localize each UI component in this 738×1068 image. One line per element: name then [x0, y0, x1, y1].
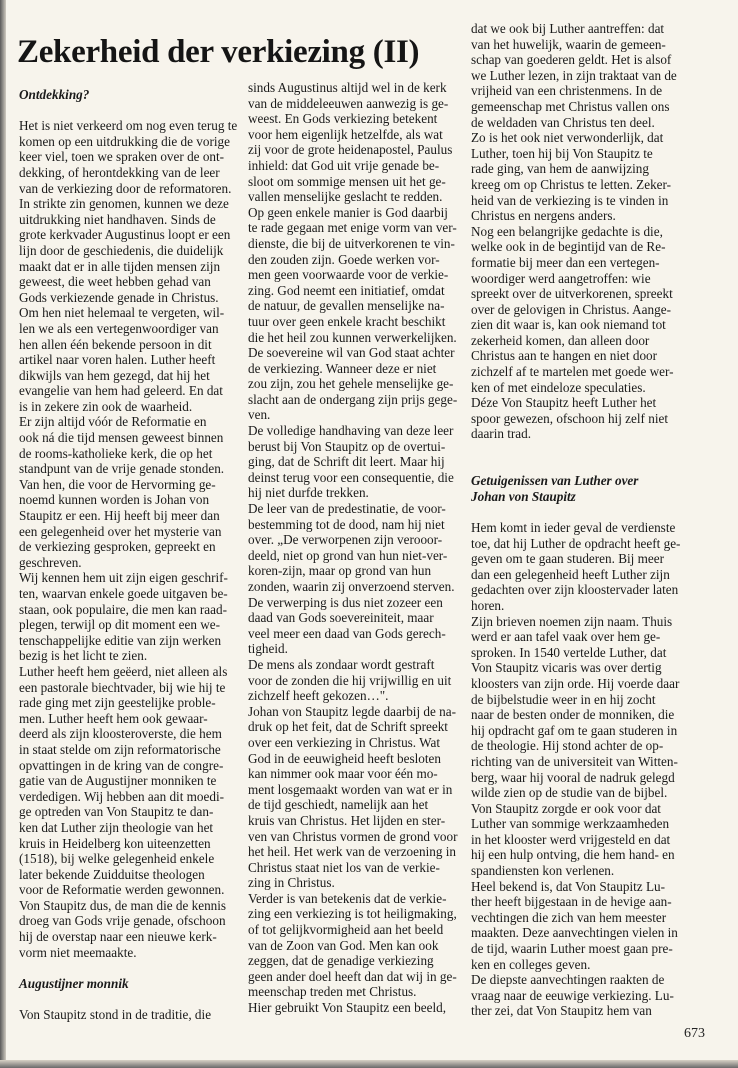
subheading-ontdekking: Ontdekking? [19, 87, 90, 102]
text-line: de rooms-katholieke kerk, die op het [19, 445, 213, 461]
text-line: of tot gelijkvormigheid aan het beeld [248, 922, 444, 938]
text-line: tuur over geen enkele kracht beschikt [248, 313, 446, 329]
text-line: geweest, die weet hebben gehad van [19, 274, 211, 290]
text-line: De verwerping is dus niet zozeer een [248, 594, 443, 610]
text-line: in het klooster werd vrijgesteld en dat [471, 831, 671, 847]
text-line: kruis in Heidelberg kon uiteenzetten [19, 835, 211, 851]
text-line: die het heil zou kunnen verwerkelijken. [248, 329, 457, 345]
text-line: heid van de verkiezing is te vinden in [471, 192, 669, 208]
text-line: de verkiezing gesproken, gepreekt en [19, 539, 216, 555]
subheading-getuigenissen-line-2: Johan von Staupitz [471, 488, 576, 504]
text-line: bestemming tot de dood, nam hij niet [248, 516, 445, 532]
text-line: Luther heeft hem geëerd, niet alleen als [19, 663, 228, 679]
text-line: ken en colleges geven. [471, 956, 591, 972]
text-line: van de Zoon van God. Men kan ook [248, 937, 439, 953]
text-line: de natuur, de gevallen menselijke na- [248, 298, 445, 314]
text-line: schap van goederen geldt. Het is alsof [471, 52, 672, 68]
text-line: tenschappelijke editie van zijn werken [19, 632, 222, 648]
text-line: Verder is van betekenis dat de verkie- [248, 890, 447, 906]
text-line: zing in Christus. [248, 875, 335, 891]
text-line: druk op het feit, dat de Schrift spreekt [248, 719, 448, 735]
text-line: vallen menselijke geslacht te redden. [248, 189, 443, 205]
text-line: ook ná die tijd mensen geweest binnen [19, 430, 224, 446]
column-3-paragraphs [471, 21, 714, 442]
text-line: vraag naar de eeuwige verkiezing. Lu- [471, 987, 674, 1003]
text-line: van de middeleeuwen aanwezig is ge- [248, 95, 449, 111]
text-line: spreekt over de uitverkorenen, spreekt [471, 286, 673, 302]
text-line: Om hen niet helemaal te vergeten, wil- [19, 305, 225, 321]
text-line: sproken. In 1540 vertelde Luther, dat [471, 644, 667, 660]
text-line: inhield: dat God uit vrije genade be- [248, 157, 440, 173]
text-line: sinds Augustinus altijd wel in de kerk [248, 80, 447, 95]
text-line: weest. En Gods verkiezing betekent [248, 111, 438, 127]
column-3-paragraphs-2 [471, 520, 714, 1019]
text-line: Christus en nergens anders. [471, 208, 616, 224]
text-line: uitdrukking niet handhaven. Sinds de [19, 211, 216, 227]
text-line: zing een verkiezing is tot heiligmaking, [248, 906, 457, 922]
text-line: over. „De verworpenen zijn verooor- [248, 532, 443, 548]
text-line: rade ging met zijn geestelijke proble- [19, 695, 216, 711]
text-line: ten, waarvan enkele goede uitgaven be- [19, 586, 228, 601]
text-line: men geen voorwaarde voor de verkie- [248, 267, 449, 283]
text-line: ge optreden van Von Staupitz te dan- [19, 804, 214, 820]
text-line: ken dat Luther zijn theologie van het [19, 819, 214, 835]
text-line: len we als een vertegenwoordiger van [19, 320, 219, 336]
text-line: later bekende Zuidduitse theologen [19, 866, 205, 882]
text-line: Luther, toen hij bij Von Staupitz te [471, 145, 653, 161]
text-line: hij opdracht gaf om te gaan studeren in [471, 722, 678, 738]
text-line: lijn door de geschiedenis, die duidelijk [19, 242, 224, 258]
text-line: artikel naar voren halen. Luther heeft [19, 352, 216, 368]
text-line: geschreven. [19, 554, 82, 570]
text-line: ven van Christus vormen de grond voor [248, 828, 458, 844]
text-line: Christus aan te hangen en niet door [471, 348, 658, 364]
text-line: den zouden zijn. Goede werken vor- [248, 251, 440, 267]
column-1-paragraphs-2 [19, 1007, 225, 1023]
text-line: dienste, die bij de uitverkorenen te vin- [248, 235, 455, 251]
text-line: deinst terug voor een consequentie, die [248, 469, 454, 485]
text-line: Zijn brieven noemen zijn naam. Thuis [471, 613, 673, 629]
text-line: spoor gewezen, ofschoon hij zelf niet [471, 410, 669, 426]
text-line: vrijheid van een christenmens. In de [471, 83, 663, 99]
text-line: ven. [248, 407, 271, 423]
text-line: over een verkiezing in Christus. Wat [248, 734, 441, 750]
text-line: rade ging, van hem de aanwijzing [471, 161, 649, 177]
text-line: Op geen enkele manier is God daarbij [248, 204, 448, 220]
text-line: een gelegenheid over het mysterie van [19, 523, 222, 539]
text-line: verdedigen. Wij hebben aan dit moedi- [19, 788, 225, 804]
text-line: Van hen, die voor de Hervorming ge- [19, 476, 216, 492]
text-line: de weldaden van Christus ten deel. [471, 114, 655, 130]
article-title: Zekerheid der verkiezing (II) [17, 34, 420, 70]
text-line: dat we ook bij Luther aantreffen: dat [471, 21, 665, 36]
text-line: de tijd geschiedt, namelijk aan het [248, 797, 429, 813]
text-line: een pastorale biechtvader, bij wie hij te [19, 679, 226, 695]
text-line: hij niet durfde trekken. [248, 485, 369, 501]
text-line: Hem komt in ieder geval de verdienste [471, 520, 676, 535]
text-line: kan nimmer ook maar voor één mo- [248, 766, 438, 782]
text-line: evangelie van hem had geleerd. En dat [19, 383, 223, 399]
text-line: Staupitz er een. Hij heeft bij meer dan [19, 508, 220, 524]
text-line: daarin trad. [471, 426, 532, 442]
text-line: de tijd, waarin Luther moest gaan pre- [471, 941, 673, 957]
text-line: De diepste aanvechtingen raakten de [471, 972, 665, 988]
text-line: ther heeft bijgestaan in de hevige aan- [471, 894, 672, 910]
text-line: zekerheid komen, dan alleen door [471, 332, 650, 348]
text-line: zichzelf af te martelen met goede wer- [471, 364, 674, 380]
text-line: Nog een belangrijke gedachte is die, [471, 223, 663, 239]
text-line: werd er aan tafel vaak over hem ge- [471, 629, 661, 645]
text-line: in staat stelde om zijn reformatorische [19, 741, 221, 757]
text-line: de bijbelstudie weer in en hij zocht [471, 691, 656, 707]
text-line: maakten. Deze aanvechtingen vielen in [471, 925, 678, 941]
text-line: Heel bekend is, dat Von Staupitz Lu- [471, 878, 665, 894]
text-line: (1518), bij welke gelegenheid enkele [19, 851, 215, 867]
text-line: kloosters van zijn orde. Hij voerde daar [471, 675, 680, 691]
text-line: Christus staat niet los van de verkie- [248, 859, 440, 875]
page-binding-shadow [0, 0, 6, 1068]
text-line: men. Luther heeft hem ook gewaar- [19, 710, 208, 726]
text-line: gatie van de Augustijner monniken te [19, 773, 217, 789]
text-line: noemd kunnen worden is Johan von [19, 492, 210, 508]
text-line: slacht aan de ondergang zijn prijs gege- [248, 391, 458, 407]
text-line: hij de overstap naar een nieuwe kerk- [19, 929, 217, 945]
text-line: meenschap treden met Christus. [248, 984, 417, 1000]
text-line: voor hem eigenlijk hetzelfde, als wat [248, 126, 443, 142]
text-line: vorm niet meemaakte. [19, 944, 137, 960]
subheading-augustijner-monnik: Augustijner monnik [19, 975, 129, 991]
text-line: formatie bij meer dan een vertegen- [471, 254, 660, 270]
text-line: droeg van Gods vrije genade, ofschoon [19, 913, 226, 929]
text-line: woordiger werd aangetroffen: wie [471, 270, 651, 286]
text-line: gemeenschap met Christus vallen ons [471, 98, 670, 114]
text-line: grote kerkvader Augustinus loopt er een [19, 227, 231, 243]
text-line: van de verkiezing door de reformatoren. [19, 180, 232, 196]
text-line: spandiensten kon verlenen. [471, 863, 615, 879]
text-line: De volledige handhaving van deze leer [248, 423, 454, 439]
text-line: naar de besten onder de monniken, die [471, 707, 675, 723]
text-line: voor de zonden die hij vrijwillig en uit [248, 672, 452, 688]
text-line: welke ook in de begintijd van de Re- [471, 239, 666, 255]
text-line: ther zei, dat Von Staupitz hem van [471, 1003, 652, 1019]
text-line: dikwijls van hem gezegd, dat hij het [19, 367, 210, 383]
text-line: we Luther lezen, in zijn traktaat van de [471, 67, 677, 83]
text-line: standpunt van de vrije genade stonden. [19, 461, 225, 477]
text-line: Déze Von Staupitz heeft Luther het [471, 395, 657, 411]
text-line: In strikte zin genomen, kunnen we deze [19, 196, 229, 212]
text-line: zij voor de grote heidenapostel, Paulus [248, 142, 453, 158]
text-line: dekking, of herontdekking van de leer [19, 164, 220, 180]
text-line: van het huwelijk, waarin de gemeen- [471, 36, 666, 52]
text-line: zonden, waarin zij onverzoend sterven. [248, 579, 455, 594]
text-line: berg, waar hij vooral de nadruk gelegd [471, 769, 675, 785]
text-line: voor de Reformatie werden gewonnen. [19, 882, 225, 898]
text-line: hen allen één bekende persoon in dit [19, 336, 212, 352]
text-line: deerd als zijn kloosteroverste, die hem [19, 726, 222, 742]
text-line: Zo is het ook niet verwonderlijk, dat [471, 130, 664, 146]
text-line: De leer van de predestinatie, de voor- [248, 501, 446, 517]
text-line: ment losgemaakt worden van wat er in [248, 781, 453, 797]
text-line: Er zijn altijd vóór de Reformatie en [19, 414, 207, 430]
text-line: vechtingen die zich van hem meester [471, 909, 667, 925]
text-line: toe, dat hij Luther de opdracht heeft ge- [471, 535, 681, 551]
text-line: veel meer een daad van Gods gerech- [248, 625, 446, 641]
column-1-paragraphs [19, 118, 238, 960]
text-line: gedachten over zijn kloostervader laten [471, 582, 679, 598]
text-line: De soevereine wil van God staat achter [248, 345, 455, 361]
text-line: horen. [471, 597, 505, 613]
text-line: geven om te gaan studeren. Bij meer [471, 551, 664, 567]
text-line: sloot om sommige mensen uit het ge- [248, 173, 446, 189]
text-line: God in de eeuwigheid heeft besloten [248, 750, 441, 766]
text-line: De mens als zondaar wordt gestraft [248, 656, 435, 672]
text-line: zing. God neemt een initiatief, omdat [248, 282, 445, 298]
text-line: keer viel, toen we spraken over de ont- [19, 149, 225, 165]
text-line: Luther van sommige werkzaamheden [471, 816, 670, 832]
text-line: Von Staupitz dus, de man die de kennis [19, 897, 227, 913]
text-line: de verkiezing. Wanneer deze er niet [248, 360, 437, 376]
column-2-paragraphs [248, 80, 460, 1016]
text-line: Gods verkiezende genade in Christus. [19, 289, 219, 305]
text-line: wilde zien op de studie van de bijbel. [471, 785, 668, 801]
text-column-1 [19, 87, 238, 1023]
text-line: Von Staupitz stond in de traditie, die [19, 1007, 212, 1023]
text-column-2 [248, 80, 460, 1016]
text-line: Von Staupitz zorgde er ook voor dat [471, 800, 661, 816]
text-line: plegen, terwijl op dit moment een we- [19, 617, 221, 633]
text-line: ken of met eindeloze speculaties. [471, 379, 646, 395]
text-line: de theologie. Hij stond achter de op- [471, 738, 664, 754]
text-line: berust bij Von Staupitz op de overtui- [248, 438, 446, 454]
text-line: over de gelovigen in Christus. Aange- [471, 301, 671, 317]
text-line: kruis van Christus. Het lijden en ster- [248, 812, 446, 828]
text-line: Hier gebruikt Von Staupitz een beeld, [248, 1000, 447, 1016]
text-line: dan een gelegenheid heeft Luther zijn [471, 566, 670, 582]
text-line: deeld, niet op grond van hun niet-ver- [248, 547, 448, 563]
text-line: ging, dat de Schrift dit leert. Maar hij [248, 454, 445, 470]
text-line: kreeg om op Christus te letten. Zeker- [471, 176, 672, 192]
text-line: zeggen, dat de genadige verkiezing [248, 953, 434, 969]
text-line: hij een hulp ontving, die hem hand- en [471, 847, 675, 863]
page-number: 673 [684, 1026, 705, 1041]
text-line: is in zekere zin ook de waarheid. [19, 398, 193, 414]
text-line: geen ander doel heeft dan dat wij in ge- [248, 968, 457, 984]
text-line: koren-zijn, maar op grond van hun [248, 563, 432, 579]
text-line: tigheid. [248, 641, 288, 657]
text-line: opvattingen in de kring van de congre- [19, 757, 224, 773]
text-line: Het is niet verkeerd om nog even terug te [19, 118, 238, 134]
text-line: komen op een uitdrukking die de vorige [19, 133, 230, 149]
text-line: bezig is het licht te zien. [19, 648, 148, 664]
text-line: zichzelf heeft gekozen…". [248, 688, 389, 704]
text-line: zou zijn, zou het gehele menselijke ge- [248, 376, 454, 392]
text-line: Johan von Staupitz legde daarbij de na- [248, 703, 457, 719]
text-line: Von Staupitz vicaris was over dertig [471, 660, 662, 676]
text-column-3 [471, 21, 714, 1019]
text-line: Wij kennen hem uit zijn eigen geschrif- [19, 570, 228, 586]
text-line: het heil. Het werk van de verzoening in [248, 844, 456, 860]
text-line: zien dit waar is, kan ook niemand tot [471, 317, 666, 333]
text-line: richting van de universiteit van Witten- [471, 753, 678, 769]
text-line: te rade gegaan met enige vorm van ver- [248, 220, 457, 236]
text-line: maakt dat er in alle tijden mensen zijn [19, 258, 221, 274]
subheading-getuigenissen-line-1: Getuigenissen van Luther over [471, 473, 639, 489]
text-line: staan, ook populaire, die men kan raad- [19, 601, 227, 617]
page-bottom-shadow [0, 1060, 738, 1068]
text-line: daad van Gods soevereiniteit, maar [248, 610, 434, 626]
